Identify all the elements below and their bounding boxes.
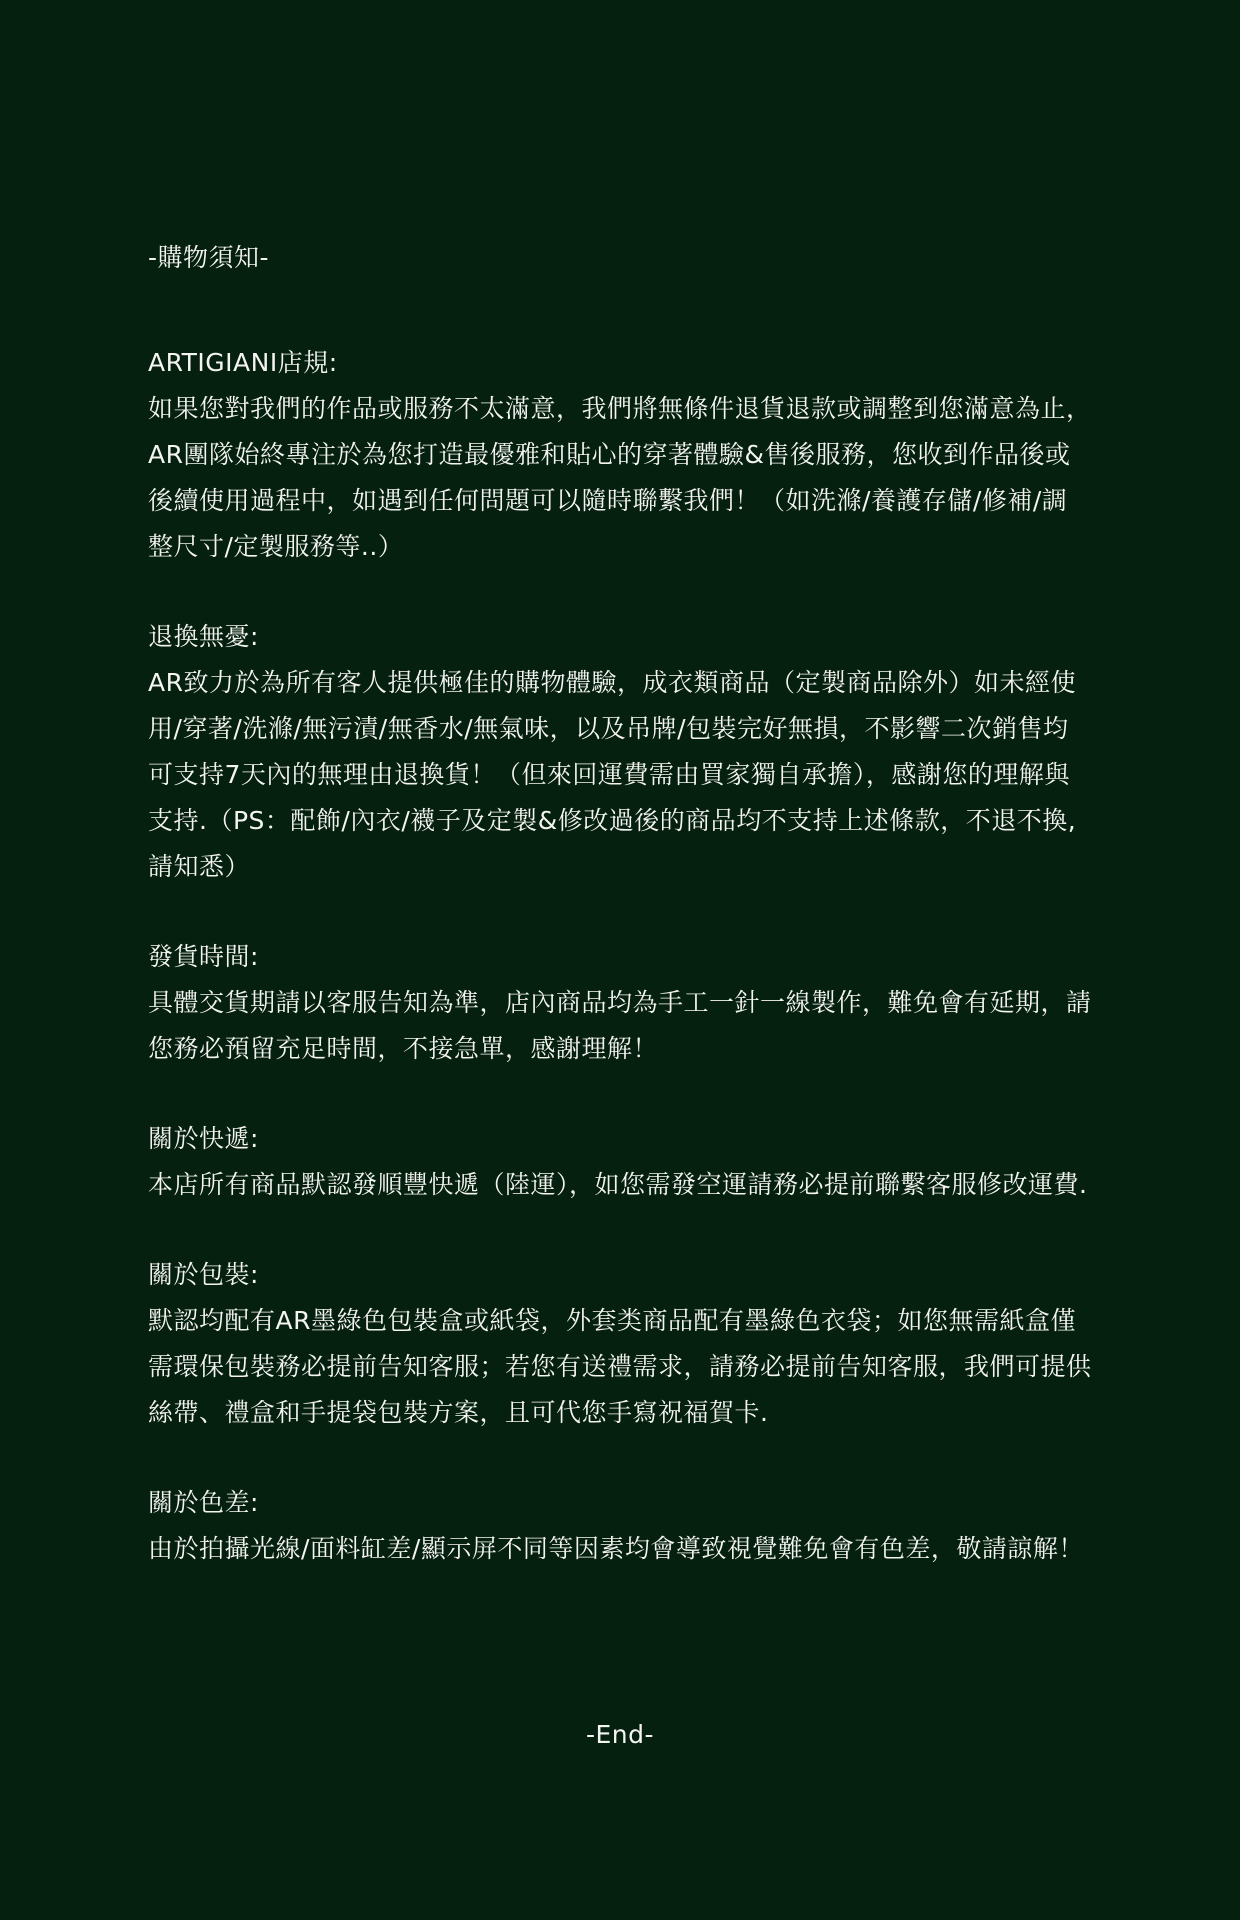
section-heading: 發貨時間: [148,942,259,971]
section-store-rules [148,340,1092,570]
section-body: AR致力於為所有客人提供極佳的購物體驗，成衣類商品（定製商品除外）如未經使用/穿著/洗滌/無污漬/無香水/無氣味，以及吊牌/包裝完好無損，不影響二次銷售均可支持7天內的無理由退換貨！（但來回運費需由買家獨自承擔），感謝您的理解與支持.（PS：配飾/內衣/襪子及定製&修改過後的商品均不支持上述條款，不退不換,請知悉） [148,668,1077,881]
section-heading: 關於快遞: [148,1124,259,1153]
section-heading: 關於包裝: [148,1260,259,1289]
section-shipping-time [148,934,1092,1072]
section-body: 本店所有商品默認發順豐快遞（陸運），如您需發空運請務必提前聯繫客服修改運費. [148,1170,1088,1199]
end-marker: -End- [585,1720,655,1749]
section-heading: ARTIGIANI店規: [148,348,338,377]
section-body: 默認均配有AR墨綠色包裝盒或紙袋，外套类商品配有墨綠色衣袋；如您無需紙盒僅需環保包裝務必提前告知客服；若您有送禮需求，請務必提前告知客服，我們可提供絲帶、禮盒和手提袋包裝方案，且可代您手寫祝福賀卡. [148,1306,1092,1427]
section-returns [148,614,1092,890]
page-title: -購物須知- [148,243,270,272]
section-heading: 關於色差: [148,1488,259,1517]
section-courier [148,1116,1092,1208]
section-body: 如果您對我們的作品或服務不太滿意，我們將無條件退貨退款或調整到您滿意為止，AR團隊始終專注於為您打造最優雅和貼心的穿著體驗&售後服務，您收到作品後或後續使用過程中，如遇到任何問題可以隨時聯繫我們！（如洗滌/養護存儲/修補/調整尺寸/定製服務等..） [148,394,1092,561]
section-body: 由於拍攝光線/面料缸差/顯示屏不同等因素均會導致視覺難免會有色差，敬請諒解！ [148,1534,1084,1563]
section-color-difference [148,1480,1092,1572]
section-body: 具體交貨期請以客服告知為準，店內商品均為手工一針一線製作，難免會有延期，請您務必預留充足時間，不接急單，感謝理解！ [148,988,1092,1063]
section-heading: 退換無憂: [148,622,259,651]
section-packaging [148,1252,1092,1436]
